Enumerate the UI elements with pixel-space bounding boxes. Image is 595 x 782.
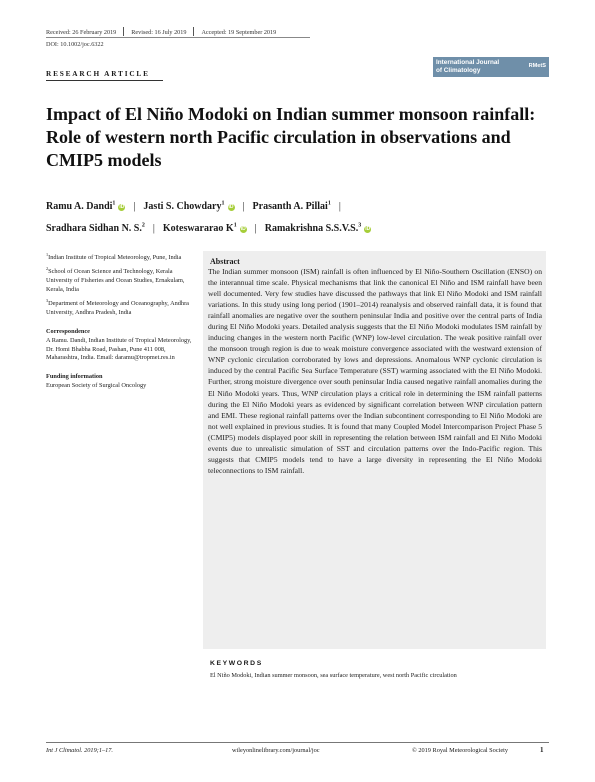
author-separator: |: [338, 201, 341, 213]
orcid-icon[interactable]: iD: [119, 204, 125, 211]
date-separator: [193, 27, 194, 36]
author-name: Prasanth A. Pillai: [252, 201, 328, 213]
journal-url-link[interactable]: wileyonlinelibrary.com/journal/joc: [232, 747, 320, 754]
section-label: RESEARCH ARTICLE: [46, 69, 150, 78]
page-number: 1: [540, 746, 544, 754]
affiliation-ref: 3: [358, 222, 362, 229]
article-title: Impact of El Niño Modoki on Indian summer monsoon rainfall: Role of western north Pacific circulation in observations and CMIP5 models: [46, 104, 536, 170]
keywords-heading: KEYWORDS: [210, 660, 263, 667]
affiliation-number: 2: [46, 266, 49, 271]
author[interactable]: [265, 223, 371, 234]
author-list: [46, 195, 551, 238]
doi-link[interactable]: DOI: 10.1002/joc.6322: [46, 41, 104, 48]
affiliation-ref: 2: [141, 222, 145, 229]
affiliation: [46, 297, 196, 318]
abstract-body: The Indian summer monsoon (ISM) rainfall is often influenced by El Niño-Southern Oscillation (ENSO) on the interannual time scale. Physical mechanisms that link the canonical El Niño and ISM rainfall have been well documented. Very few studies have discussed the pathways that link El Niño Modoki and ISM rainfall variations. In this study using long period (1901–2014) reanalysis and observed rainfall data, it is found that rainfall anomalies are negative over the southern peninsular India and positive over the central parts of India during El Niño Modoki years. Detailed analysis suggests that the El Niño Modoki modulates ISM rainfall by inducing changes in the western north Pacific (WNP) low-level circulation. The weak positive rainfall over the monsoon trough region is due to weak moisture convergence associated with the westward extension of WNP cyclonic circulation corroborated by lows and depressions. Anomalous WNP cyclonic circulation is induced by the central Pacific Sea Surface Temperature (SST) warming associated with the El Niño Modoki. Further, strong moisture divergence over south peninsular India caused negative rainfall anomalies during the El Niño Modoki years. Thus, WNP circulation plays a critical role in determining the ISM rainfall patterns during the El Niño Modoki years as evidenced by significant correlation between WNP circulation pattern and EMI. These regional rainfall patterns over the Indian subcontinent corresponding to El Niño Modoki are not well explained in previous studies. It is found that many Coupled Model Intercomparison Project Phase 5 (CMIP5) models displayed poor skill in representing the relation between ISM rainfall and El Niño Modoki events due to unrealistic simulation of SST and circulation patterns over the Indo-Pacific region. This suggests that CMIP5 models tend to have a large diversity in representing the El Niño Modoki teleconnections to ISM rainfall.: [208, 267, 542, 475]
author-separator: |: [254, 222, 257, 234]
section-rule: [46, 80, 163, 81]
correspondence-heading: Correspondence: [46, 327, 90, 335]
article-sidebar: [46, 251, 196, 391]
journal-citation: Int J Climatol. 2019;1–17.: [46, 747, 113, 754]
correspondence-text: A Ramu. Dandi, Indian Institute of Tropical Meteorology, Dr. Homi Bhabha Road, Pashan, Pune 411 008, Maharashtra, India. Email: daramu@tropmet.res.in: [46, 336, 192, 362]
author[interactable]: [253, 201, 331, 212]
abstract-heading: Abstract: [210, 257, 240, 266]
journal-name-line1: International Journal: [436, 59, 500, 66]
author-separator: |: [152, 222, 155, 234]
footer-rule: [46, 742, 549, 743]
affiliation-text: Department of Meteorology and Oceanography, Andhra University, Andhra Pradesh, India: [46, 299, 189, 316]
author-name: Ramu A. Dandi: [46, 201, 113, 213]
affiliation: [46, 265, 196, 295]
author-name: Ramakrishna S.S.V.S.: [264, 222, 359, 234]
publisher-mark: RMetS: [528, 63, 546, 69]
author-name: Sradhara Sidhan N. S.: [46, 222, 142, 234]
author[interactable]: [143, 201, 234, 212]
orcid-icon[interactable]: iD: [240, 225, 246, 232]
author[interactable]: [163, 223, 247, 234]
author[interactable]: [46, 201, 125, 212]
author-separator: |: [133, 201, 136, 213]
article-dates: [46, 27, 276, 36]
accepted-date: Accepted: 19 September 2019: [201, 29, 277, 36]
affiliation-ref: 1: [221, 201, 225, 207]
affiliation-text: School of Ocean Science and Technology, Kerala University of Fisheries and Ocean Studies, Ernakulam, Kerala, India: [46, 268, 185, 293]
received-date: Received: 26 February 2019: [46, 29, 117, 36]
affiliation-ref: 1: [327, 201, 331, 207]
keywords-text: El Niño Modoki, Indian summer monsoon, sea surface temperature, west north Pacific circulation: [210, 672, 457, 679]
author-separator: |: [242, 201, 245, 213]
affiliation: [46, 251, 196, 263]
affiliation-ref: 1: [233, 222, 237, 229]
orcid-icon[interactable]: iD: [365, 225, 371, 232]
affiliation-text: Indian Institute of Tropical Meteorology, Pune, India: [48, 254, 182, 262]
journal-name-line2: of Climatology: [436, 66, 481, 74]
journal-logo: [433, 57, 549, 77]
copyright-notice: © 2019 Royal Meteorological Society: [412, 747, 509, 754]
funding-text: European Society of Surgical Oncology: [46, 382, 147, 390]
header-rule: [46, 37, 310, 38]
author-name: Koteswararao K: [162, 222, 234, 234]
revised-date: Revised: 16 July 2019: [131, 29, 187, 36]
affiliation-number: 1: [46, 252, 49, 257]
affiliation-number: 3: [46, 297, 49, 303]
affiliation-ref: 1: [112, 201, 116, 207]
date-separator: [123, 27, 124, 36]
author[interactable]: [46, 223, 145, 234]
funding-heading: Funding information: [46, 373, 103, 381]
orcid-icon[interactable]: iD: [228, 204, 234, 211]
author-name: Jasti S. Chowdary: [143, 201, 222, 213]
